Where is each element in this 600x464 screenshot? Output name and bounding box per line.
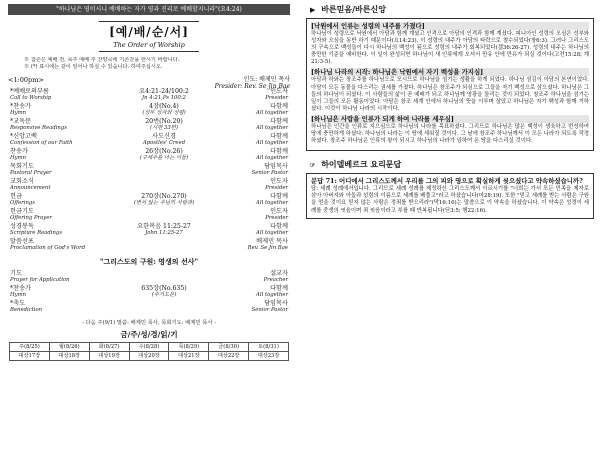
catechism-box: [306, 173, 594, 218]
hand-pointer-icon: ☞: [310, 162, 316, 170]
order-c1-cell: [10, 223, 62, 237]
order-c1-cell: [10, 148, 28, 162]
presider-ko: 인도: 배제민 목사: [243, 76, 290, 83]
order-c1-ko: *신앙고백: [10, 133, 38, 140]
order-c2-cell: [116, 103, 212, 117]
order-c3-cell: [265, 88, 288, 102]
order-c3-ko: 다함께: [270, 193, 288, 200]
order-row: [6, 223, 292, 238]
order-c3-en: All together: [256, 125, 288, 131]
order-c2-cell: [116, 285, 212, 299]
order-c1-ko: *찬송가: [10, 285, 32, 292]
order-c3-ko: 다함께: [270, 118, 288, 125]
order-c2-en: (구세주를 아는 이들): [139, 155, 189, 161]
order-c1-ko: *찬송가: [10, 103, 32, 110]
order-c3-ko: 인도자: [270, 208, 288, 215]
order-c1-ko: 성경봉독: [10, 223, 34, 230]
reading-plan-table: [9, 342, 289, 361]
order-row: [6, 163, 292, 178]
reading-chapter-cell: 대상17장: [10, 352, 50, 361]
reading-chapter-cell: 대상22장: [209, 352, 249, 361]
order-c2-cell: [116, 133, 212, 147]
triangle-icon: ▶: [310, 5, 316, 14]
order-c3-cell: [256, 148, 288, 162]
next-week-note: - 다음 주(9/1) 말씀: 배제민 목사, 목회기도: 배제민 목사 -: [82, 320, 216, 326]
order-c1-en: Benediction: [10, 307, 43, 313]
reading-day-cell: 금(8/30): [209, 343, 249, 352]
reading-day-cell: 목(8/29): [169, 343, 209, 352]
doctrine-section-head: [310, 4, 594, 15]
order-c3-cell: [256, 285, 288, 299]
order-c1-cell: [10, 285, 31, 299]
reading-chapter-cell: 대상18장: [49, 352, 89, 361]
order-c2-ko: 26장(No.26): [145, 148, 183, 155]
order-c1-en: Confession of our Faith: [10, 140, 73, 146]
order-c3-cell: [265, 178, 288, 192]
order-title-en: The Order of Worship: [113, 41, 185, 49]
doctrine-column: [306, 4, 594, 460]
order-c1-en: Hymn: [10, 292, 27, 298]
order-c1-en: Proclamation of God's Word: [10, 245, 86, 251]
order-row: [6, 238, 292, 253]
order-c3-en: Presider: [265, 215, 288, 221]
order-c3-en: Presider: [265, 185, 288, 191]
order-c3-ko: 배제민 목사: [256, 238, 288, 245]
order-row: [6, 285, 292, 300]
order-row: [6, 178, 292, 193]
reading-day-cell: 주(8/25): [10, 343, 50, 352]
order-c1-cell: [10, 178, 50, 192]
order-c3-ko: 설교자: [270, 270, 288, 277]
notice-item: ※ 참손은 예배 전, 묵주 예배 후 찬양곡에 기존찬을 한시기 바랍니다.: [24, 57, 180, 63]
order-c3-ko: 인도자: [270, 178, 288, 185]
order-c3-cell: [256, 193, 288, 207]
order-row: [6, 88, 292, 103]
order-list-after-sermon: [6, 270, 292, 315]
order-c3-cell: [252, 163, 288, 177]
doctrine-paragraph: 하나님이 성령으로 낙원에서 아담과 함께 계셨고 인격으로 아담의 인격과 함께 계셨다. 피니아인 성령의 오심은 성부와 성자와 오심을 동반 하기 때문이다(요14:23). 이 성령의 내주가 아담의 타락으로 철수되었다(창6:3). 그러나 그리스도의 구속으로 백성들이 다시 하나님의 백성이 됨으로 성령의 내주가 회복되었다(겔36:26-27). 성령의 내주는 하나님의 충만한 기준을 예비한다. 이 일이 완성되면 하나님이 새 인류에게 오셔서 만유 안에 만유가 되실 것이다(고전15:28; 계21:3-5).: [311, 31, 589, 66]
order-c1-en: Responsive Readings: [10, 125, 67, 131]
order-c1-cell: [10, 163, 52, 177]
doctrine-subtitle: [하나님은 사람을 인류가 되게 하여 나라를 세우심]: [311, 115, 589, 123]
order-c2-cell: [116, 148, 212, 162]
reading-day-cell: 화(8/27): [89, 343, 129, 352]
doctrine-paragraph: 하나님은 인간을 인류로 지으심으로 하나님의 나라를 목표하셨다. 그리므로 하나님은 많은 백성이 생육하고 번성하여 땅에 충만하게 하셨다. 하나님의 나라는 이 땅에 세워질 것이다. 그 날에 창조주 하나님께서 이 모든 나라가 되도록 작정하셨다. 창조주 하나님은 인류의 왕이 되시고 하나님의 나라가 임하여 온 땅을 다스리실 것이다.: [311, 123, 589, 145]
order-c2-ko: 4장(No.4): [149, 103, 179, 110]
order-c3-ko: 다함께: [270, 223, 288, 230]
order-c3-en: All together: [256, 200, 288, 206]
notice-item: ※ (*) 표시에는 같이 일어나 하실 수 있습니다. 하여주십시오.: [24, 64, 163, 70]
order-c2-en: John 11:25-27: [145, 230, 183, 236]
order-c3-en: All together: [256, 155, 288, 161]
order-c2-en: (변치 않는 주님의 사랑과): [133, 200, 195, 206]
order-c3-en: Rev. Se Jin Bae: [247, 245, 288, 251]
order-c3-cell: [256, 223, 288, 237]
order-c3-cell: [252, 300, 288, 314]
presider-en: Presider: Rev. Se Jin Bae: [214, 83, 290, 90]
order-c3-cell: [256, 133, 288, 147]
order-c2-en: (주기도문): [151, 292, 177, 298]
order-c1-cell: [10, 270, 70, 284]
order-c2-ko: 요한복음 11:25-27: [137, 223, 191, 230]
reading-days-row: [10, 343, 289, 352]
order-c1-en: Pastoral Prayer: [10, 170, 52, 176]
theme-verse: "하나님은 영이시니 예배하는 자가 영과 진리로 예배할지니라"(요4:24): [8, 4, 290, 15]
order-row: [6, 193, 292, 208]
order-row: [6, 270, 292, 285]
catechism-question: 문답 71: 어디에서 그리스도께서 우리를 그의 피와 영으로 확실하게 씻으셨다고 약속하셨습니까?: [311, 177, 583, 186]
order-c3-en: Senior Pastor: [251, 170, 288, 176]
order-c1-cell: [10, 193, 35, 207]
order-c1-ko: *교독문: [10, 118, 32, 125]
catechism-answer: 답: 세례 성례에서입니다. 그리므로 세례 성례를 제정하신 그리스도께서 이르시기를 "너희는 가서 모든 민족을 제자로 삼아 아버지와 아들과 성령의 이름으로 세례를 베풀고"라고 하셨습니다(마28:19). 또한 "믿고 세례를 받는 사람은 구원을 얻을 것이요 믿지 않는 사람은 정죄를 받으리라"(막16:16)는 말씀으로 이 약속을 하셨습니다. 이 약속은 성경이 세례를 중생의 씻음이며 죄 씻음이라고 부를 때 반복됩니다(딛3:5; 행22:16).: [311, 186, 589, 214]
order-row: [6, 300, 292, 315]
order-c1-en: Hymn: [10, 110, 27, 116]
order-c3-ko: 인도자: [270, 88, 288, 95]
order-c2-ko: 270장(No.270): [141, 193, 187, 200]
doctrine-box: [306, 18, 594, 151]
order-c3-en: Senior Pastor: [251, 307, 288, 313]
order-c3-en: All together: [256, 140, 288, 146]
order-c3-ko: 다함께: [270, 133, 288, 140]
order-c2-ko: 사도신경: [152, 133, 176, 140]
order-row: [6, 118, 292, 133]
service-time-row: [6, 76, 292, 88]
worship-order-column: [6, 4, 292, 460]
order-c3-cell: [265, 208, 288, 222]
order-c1-en: Hymn: [10, 155, 27, 161]
order-row: [6, 133, 292, 148]
order-c3-en: All together: [256, 230, 288, 236]
doctrine-paragraph: 아담과 하와는 창조주를 하나님으로 모시므로 하나님을 섬기는 생활을 하게 되었다. 하나님 섬김이 아담의 본연이었다. 아담이 모든 동물을 다스리는 권세를 가졌다. 하나님은 창조주가 되심으로 그들을 자기 백성으로 삼으셨다. 하나님은 그들의 하나님이 되셨다. 이 사람들의 삶이 곧 예배가 되고 하나님께 영광을 돌리는 것이 되었다. 창조주 하나님을 섬기는 일이 그들의 모든 활동이었다. 아담은 창조 세계 안에서 하나님의 뜻을 이루며 살았고 하나님은 자기 백성과 함께 거하셨다. 이것이 하나님 나라의 시작이다.: [311, 77, 589, 112]
sermon-title: "그리스도의 구원: 영생의 선사": [99, 257, 199, 266]
order-c1-en: Announcement: [10, 185, 51, 191]
order-c3-en: All together: [256, 110, 288, 116]
order-c1-en: Prayer for Application: [10, 277, 70, 283]
order-c2-cell: [116, 118, 212, 132]
order-c1-ko: *예배로의부름: [10, 88, 49, 95]
order-c3-ko: 담임목사: [264, 300, 288, 307]
order-c1-ko: *축도: [10, 300, 26, 307]
reading-day-cell: 토(8/31): [249, 343, 289, 352]
order-c1-ko: 기도: [10, 270, 22, 277]
order-c1-ko: 찬송가: [10, 148, 28, 155]
order-c3-ko: 다함께: [270, 285, 288, 292]
order-row: [6, 103, 292, 118]
order-c2-cell: [116, 88, 212, 102]
reading-chapter-cell: 대상19장: [89, 352, 129, 361]
order-c1-en: Offering Prayer: [10, 215, 52, 221]
order-c3-ko: 담임목사: [264, 163, 288, 170]
order-c1-en: Call to Worship: [10, 95, 52, 101]
order-c3-en: Presider: [265, 95, 288, 101]
reading-chapter-cell: 대상23장: [249, 352, 289, 361]
order-c1-cell: [10, 133, 73, 147]
order-c2-en: (성부 성자와 성령): [142, 110, 186, 116]
order-c2-cell: [116, 193, 212, 207]
reading-chapter-cell: 대상20장: [129, 352, 169, 361]
order-c3-cell: [264, 270, 288, 284]
order-c1-ko: 헌금기도: [10, 208, 34, 215]
order-c1-cell: [10, 208, 52, 222]
order-c1-cell: [10, 238, 85, 252]
order-c1-ko: 헌금: [10, 193, 22, 200]
catechism-section-title: 하이델베르크 요리문답: [321, 159, 402, 170]
order-c2-ko: 요4:21-24/100:2: [139, 88, 189, 95]
reading-day-cell: 월(8/26): [49, 343, 89, 352]
service-time: <1:00pm>: [8, 76, 44, 84]
order-row: [6, 148, 292, 163]
order-title-ko: [예/배/순/서]: [109, 25, 189, 39]
doctrine-subtitle: [하나님 나라의 시작: 하나님은 낙원에서 자기 백성을 가지심]: [311, 68, 589, 76]
order-c1-ko: 목회기도: [10, 163, 34, 170]
order-c2-ko: 635장(No.635): [141, 285, 187, 292]
order-c1-en: Offerings: [10, 200, 35, 206]
order-title: [99, 21, 199, 52]
order-c2-ko: 20번(No.20): [145, 118, 183, 125]
order-list: [6, 88, 292, 253]
order-row: [6, 208, 292, 223]
order-c2-en: Apostles' Creed: [142, 140, 186, 146]
order-c1-cell: [10, 88, 51, 102]
reading-chapter-cell: 대상21장: [169, 352, 209, 361]
order-c3-ko: 다함께: [270, 103, 288, 110]
order-c2-en: (시편 33편): [150, 125, 178, 131]
order-c2-cell: [116, 223, 212, 237]
order-c1-ko: 말씀선포: [10, 238, 34, 245]
order-c3-cell: [248, 238, 288, 252]
order-c3-ko: 다함께: [270, 148, 288, 155]
order-c1-ko: 교회소식: [10, 178, 34, 185]
order-c2-en: Jn 4:21,Ps 100:2: [142, 95, 186, 101]
order-c1-cell: [10, 300, 42, 314]
order-c3-cell: [256, 118, 288, 132]
reading-chapters-row: [10, 352, 289, 361]
order-c1-en: Scripture Readings: [10, 230, 62, 236]
doctrine-section-title: 바른믿음/바른신앙: [321, 4, 386, 14]
order-c1-cell: [10, 103, 31, 117]
order-c3-cell: [256, 103, 288, 117]
order-c3-en: All together: [256, 292, 288, 298]
notice-list: [24, 57, 288, 71]
reading-plan-title: 금/주/성/경/읽/기: [120, 330, 178, 339]
order-c3-en: Preacher: [263, 277, 288, 283]
catechism-section-head: [310, 159, 594, 170]
doctrine-subtitle: [낙원에서 인류는 성령의 내주를 가졌다]: [311, 22, 589, 30]
order-c1-cell: [10, 118, 67, 132]
reading-day-cell: 수(8/28): [129, 343, 169, 352]
